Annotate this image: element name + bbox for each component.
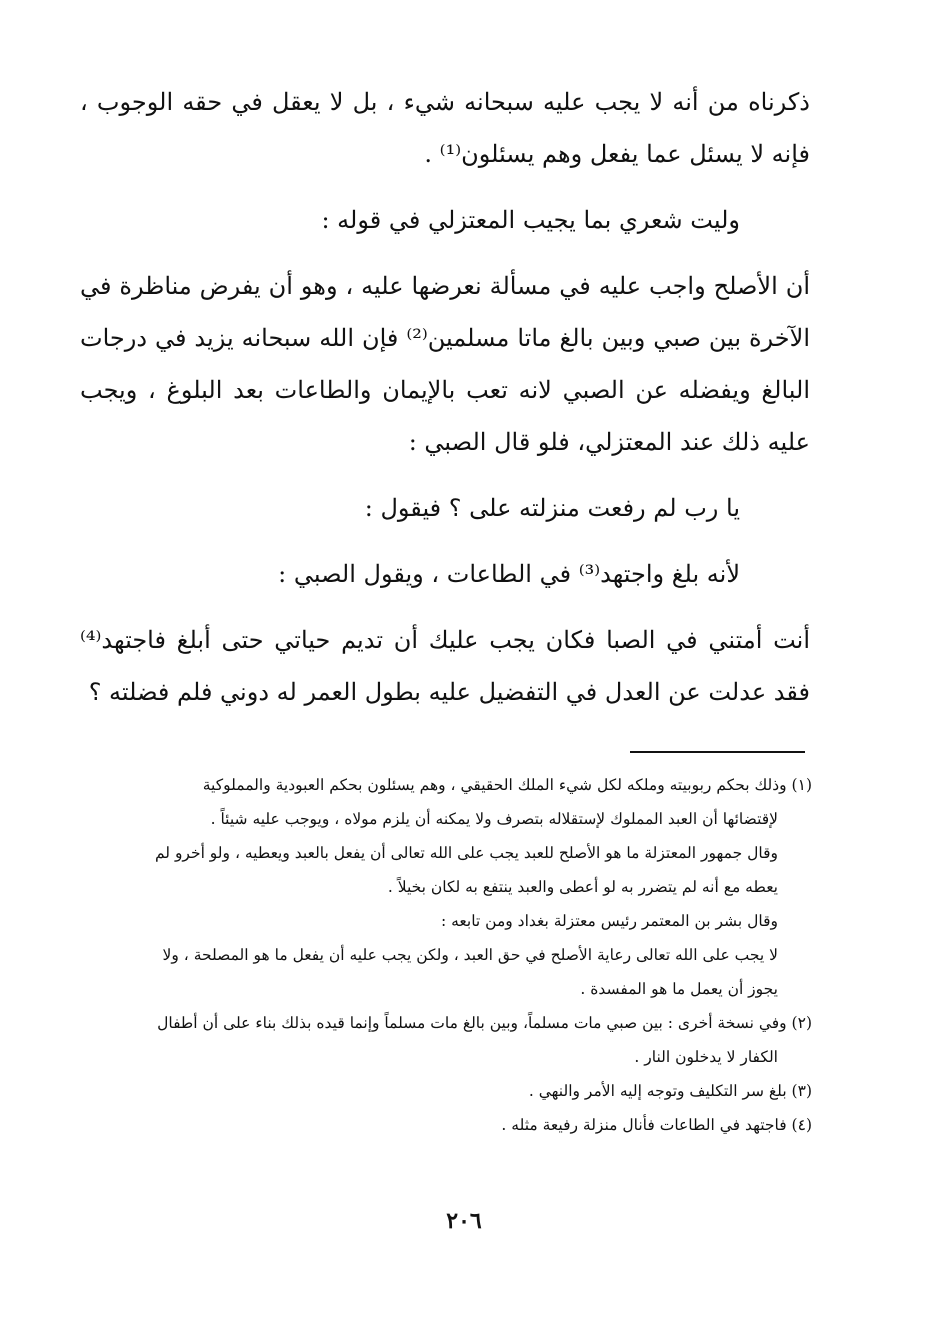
paragraph-2: وليت شعري بما يجيب المعتزلي في قوله :	[321, 206, 740, 234]
footnote-1-line-4: يعطه مع أنه لم يتضرر به لو أعطى والعبد ينتفع به لكان بخيلاً .	[387, 878, 778, 896]
footnote-2-line-1: (٢) وفي نسخة أخرى : بين صبي مات مسلماً، وبين بالغ مات مسلماً وإنما قيده بذلك بناء على أن أطفال	[157, 1014, 812, 1032]
paragraph-4: يا رب لم رفعت منزلته على ؟ فيقول :	[364, 494, 740, 522]
paragraph-6: أنت أمتني في الصبا فكان يجب عليك أن تديم حياتي حتى أبلغ فاجتهد⁽⁴⁾ فقد عدلت عن العدل في التفضيل عليه بطول العمر له دوني فلم فضلته ؟	[80, 626, 810, 706]
footnote-1-line-2: لإقتضائها أن العبد المملوك لإستقلاله بتصرف ولا يمكنه أن يلزم مولاه ، ويوجب عليه شيئاً .	[210, 810, 778, 828]
main-text	[80, 76, 810, 732]
footnote-3: (٣) بلغ سر التكليف وتوجه إليه الأمر والنهي .	[528, 1082, 812, 1100]
paragraph-5: لأنه بلغ واجتهد⁽³⁾ في الطاعات ، ويقول الصبي :	[278, 560, 740, 588]
footnote-2-line-2: الكفار لا يدخلون النار .	[634, 1048, 778, 1066]
footnotes	[92, 768, 812, 1142]
footnote-4: (٤) فاجتهد في الطاعات فأنال منزلة رفيعة مثله .	[501, 1116, 812, 1134]
paragraph-3: أن الأصلح واجب عليه في مسألة نعرضها عليه ، وهو أن يفرض مناظرة في الآخرة بين صبي وبين بالغ ماتا مسلمين⁽²⁾ فإن الله سبحانه يزيد في درجات البالغ ويفضله عن الصبي لانه تعب بالإيمان والطاعات بعد البلوغ ، ويجب عليه ذلك عند المعتزلي، فلو قال الصبي :	[80, 272, 811, 456]
paragraph-1: ذكرناه من أنه لا يجب عليه سبحانه شيء ، بل لا يعقل في حقه الوجوب ، فإنه لا يسئل عما يفعل وهم يسئلون⁽¹⁾ .	[80, 88, 810, 168]
page-number: ٢٠٦	[446, 1208, 482, 1234]
footnote-1-line-6: لا يجب على الله تعالى رعاية الأصلح في حق العبد ، ولكن يجب عليه أن يفعل ما هو المصلحة ، ولا	[162, 946, 778, 964]
footnote-1-line-7: يجوز أن يعمل ما هو المفسدة .	[580, 980, 778, 998]
footnote-1-line-5: وقال بشر بن المعتمر رئيس معتزلة بغداد ومن تابعه :	[440, 912, 778, 930]
footnote-1-line-1: (١) وذلك بحكم ربوبيته وملكه لكل شيء الملك الحقيقي ، وهم يسئلون بحكم العبودية والمملوكية	[202, 776, 812, 794]
footnote-separator	[630, 751, 805, 753]
footnote-1-line-3: وقال جمهور المعتزلة ما هو الأصلح للعبد يجب على الله تعالى أن يفعل بالعبد ويعطيه ، ولو أخرو لم	[154, 844, 778, 862]
